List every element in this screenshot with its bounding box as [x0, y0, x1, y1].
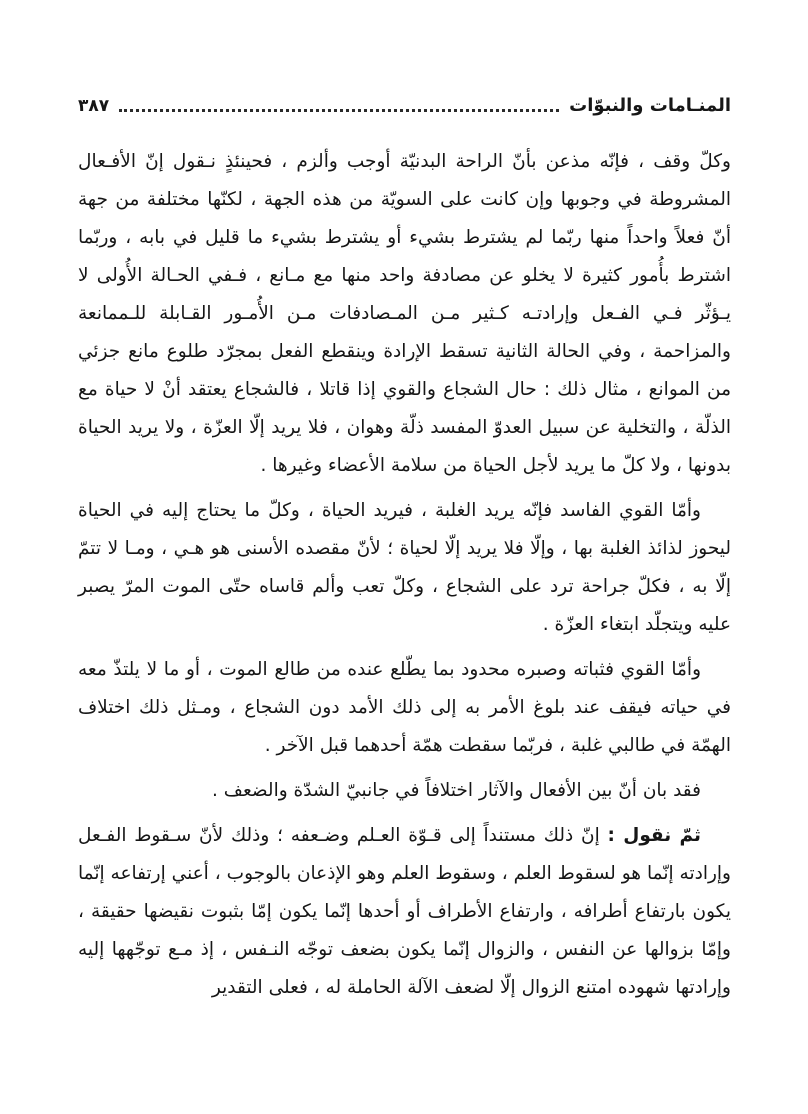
paragraph-text: إنّ ذلك مستنداً إلى قـوّة العـلم وضـعفه ؛ وذلك لأنّ سـقوط الفـعل وإرادته إنّما هو لسقوط العلم ، وسقوط العلم وهو الإذعان بالوجوب ، أعني إرتفاعه إنّما يكون بارتفاع أطرافه ، وارتفاع الأطراف أو أحدها إنّما يكون إمّا بثبوت نقيضها حقيقة ، وإمّا بزوالها عن النفس ، والزوال إنّما يكون بضعف توجّه النـفس ، إذ مـع توجّهها إليه وإرادتها شهوده امتنع الزوال إلّا لضعف الآلة الحاملة له ، فعلى التقدير: [78, 825, 731, 998]
paragraph: وأمّا القوي الفاسد فإنّه يريد الغلبة ، فيريد الحياة ، وكلّ ما يحتاج إليه في الحياة ليحوز لذائذ الغلبة بها ، وإلّا فلا يريد إلّا لحياة ؛ لأنّ مقصده الأسنى هو هـي ، ومـا لا تتمّ إلّا به ، فكلّ جراحة ترد على الشجاع ، وكلّ تعب وألم قاساه حتّى الموت المرّ يصبر عليه ويتجلّد ابتغاء العزّة .: [78, 500, 731, 635]
paragraph: وكلّ وقف ، فإنّه مذعن بأنّ الراحة البدنيّة أوجب وألزم ، فحينئذٍ نـقول إنّ الأفـعال المشروطة في وجوبها وإن كانت على السويّة من هذه الجهة ، لكنّها مختلفة من جهة أنّ فعلاً واحداً منها ربّما لم يشترط بشيء أو يشترط بشيء ما قليل في بابه ، وربّما اشترط بأُمور كثيرة لا يخلو عن مصادفة واحد منها مع مـانع ، فـفي الحـالة الأُولى لا يـؤثّر فـي الفـعل وإرادتـه كـثير مـن المـصادفات مـن الأُمـور القـابلة للـممانعة والمزاحمة ، وفي الحالة الثانية تسقط الإرادة وينقطع الفعل بمجرّد طلوع مانع جزئي من الموانع ، مثال ذلك : حال الشجاع والقوي إذا قاتلا ، فالشجاع يعتقد أنْ لا حياة مع الذلّة ، والتخلية عن سبيل العدوّ المفسد ذلّة وهوان ، فلا يريد إلّا العزّة ، ولا يريد الحياة بدونها ، ولا كلّ ما يريد لأجل الحياة من سلامة الأعضاء وغيرها .: [78, 151, 731, 476]
page-number: ٣٨٧: [78, 95, 110, 116]
dot-leader: [119, 109, 559, 112]
running-title: المنـامات والنبوّات: [569, 95, 731, 116]
paragraph: [78, 817, 731, 1007]
paragraph: وأمّا القوي فثباته وصبره محدود بما يطّلع عنده من طالع الموت ، أو ما لا يلتذّ معه في حياته فيقف عند بلوغ الأمر به إلى ذلك الأمد دون الشجاع ، ومـثل ذلك اختلاف الهمّة في طالبي غلبة ، فربّما سقطت همّة أحدهما قبل الآخر .: [78, 659, 731, 756]
page-header: [78, 92, 731, 119]
page-body: [78, 143, 731, 1007]
paragraph: فقد بان أنّ بين الأفعال والآثار اختلافاً في جانبيّ الشدّة والضعف .: [212, 780, 701, 801]
paragraph-lead: ثمّ نقول :: [607, 825, 701, 846]
